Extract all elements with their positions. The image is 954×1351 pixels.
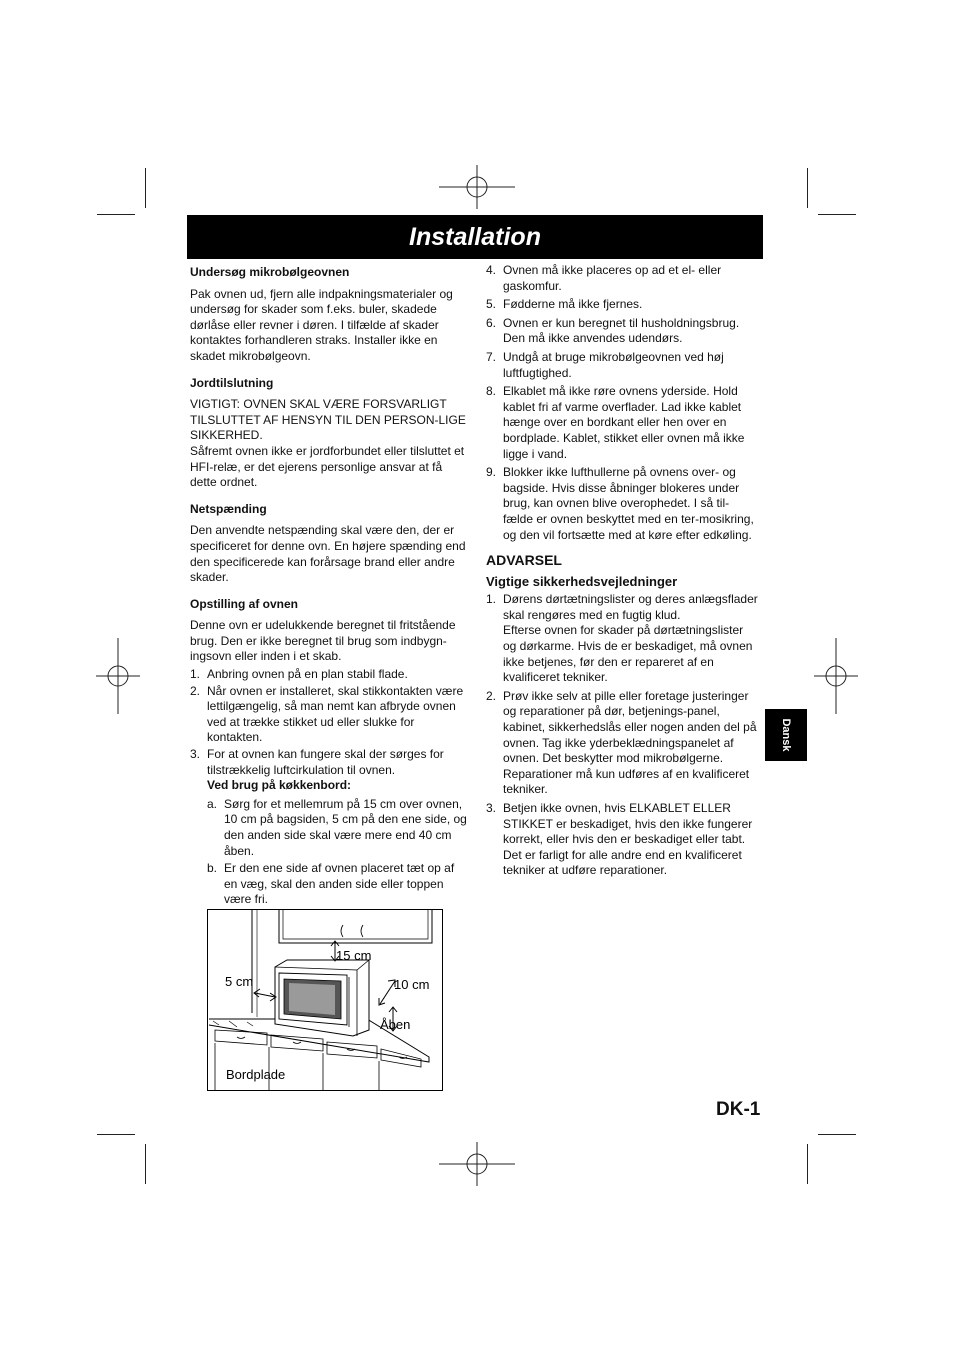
- installation-list: [190, 667, 470, 908]
- right-column: [486, 263, 759, 879]
- list-item: 9. Blokker ikke lufthullerne på ovnens over- og bagside. Hvis disse åbninger blokeres under brug, kan ovnen blive overophedet. I så til-fælde er ovnen beskyttet med en ter-mosikring, og den vil fortsætte med at køre efter edkøling.: [486, 465, 754, 542]
- installation-list-continued: [486, 263, 759, 543]
- list-item: a. Sørg for et mellemrum på 15 cm over ovnen, 10 cm på bagsiden, 5 cm på den ene side, og den anden side skal være mere end 40 cm åben.: [207, 796, 467, 858]
- paragraph: Såfremt ovnen ikke er jordforbundet eller tilsluttet et HFI-relæ, er det ejerens personlige ansvar at få dette ordnet.: [190, 443, 465, 490]
- paragraph: Denne ovn er udelukkende beregnet til fritstående brug. Den er ikke beregnet til brug som indbygn-ingsovn eller inden i et skab.: [190, 618, 456, 664]
- warning-heading: ADVARSEL: [486, 552, 562, 569]
- list-item: 8. Elkablet må ikke røre ovnens yderside. Hold kablet fri af varme overflader. Lad ikke kablet hænge over en bordkant eller hen over en bordplade. Kablet, stikket eller ovnen må ikke ligge i vand.: [486, 384, 745, 461]
- crop-mark: [807, 1144, 808, 1184]
- paragraph-caps: VIGTIGT: OVNEN SKAL VÆRE FORSVARLIGT TILSLUTTET AF HENSYN TIL DEN PERSON-LIGE SIKKERHED.: [190, 397, 466, 443]
- section-heading: Jordtilslutning: [190, 375, 274, 390]
- list-item: b. Er den ene side af ovnen placeret tæt op af en væg, skal den anden side eller toppen være fri.: [207, 861, 455, 907]
- crop-mark: [145, 1144, 146, 1184]
- figure-label-top: 15 cm: [336, 948, 372, 963]
- title-bar: [187, 215, 763, 259]
- list-item: 1. Anbring ovnen på en plan stabil flade.: [190, 667, 408, 682]
- page-number: DK-1: [716, 1099, 761, 1120]
- section-heading: Undersøg mikrobølgeovnen: [190, 265, 350, 279]
- registration-mark-bottom: [437, 1142, 517, 1186]
- list-item: 4. Ovnen må ikke placeres op ad et el- eller gaskomfur.: [486, 263, 722, 293]
- list-item: 6. Ovnen er kun beregnet til husholdningsbrug. Den må ikke anvendes udendørs.: [486, 315, 740, 346]
- section-heading: Opstilling af ovnen: [190, 596, 299, 611]
- crop-mark: [97, 214, 135, 215]
- list-item: 3. For at ovnen kan fungere skal der sørges for tilstrækkelig luftcirkulation til ovnen. Ved brug på køkkenbord: a. Sørg for et mellemrum på 15 cm over ovnen, 10 cm på bagsiden, 5 cm på den ene side, og den anden side skal være mere end 40 cm åben. b. Er den ene side af ovnen placeret tæt op af en væg, skal den anden side eller toppen være fri.: [190, 747, 470, 908]
- figure-label-side: 5 cm: [225, 974, 254, 989]
- crop-mark: [97, 1134, 135, 1135]
- warning-subheading: Vigtige sikkerhedsvejledninger: [486, 573, 678, 589]
- section-heading: Netspænding: [190, 501, 267, 516]
- figure-label-open: Åben: [380, 1017, 411, 1032]
- page-title: Installation: [409, 223, 541, 251]
- list-item: 5. Fødderne må ikke fjernes.: [486, 297, 643, 312]
- list-item: 2. Prøv ikke selv at pille eller foretage justeringer og reparationer på dør, betjenings-panel, kabinet, sikkerhedslås eller nogen anden del på ovnen. Tag ikke yderbeklædningspanelet af ovnen. Det beskytter mod mikrobølgerne. Reparationer må kun udføres af en kvalificeret tekniker.: [486, 688, 757, 797]
- figure-label-counter: Bordplade: [226, 1067, 286, 1082]
- crop-mark: [145, 168, 146, 208]
- list-item: 2. Når ovnen er installeret, skal stikkontakten være lettilgængelig, så man nemt kan afbryde ovnen ved at trække stikket ud eller slukke for kontakten.: [190, 683, 464, 745]
- safety-list: [486, 592, 759, 879]
- sub-heading: Ved brug på køkkenbord:: [207, 778, 352, 793]
- list-item: 3. Betjen ikke ovnen, hvis ELKABLET ELLER STIKKET er beskadiget, hvis den ikke fungerer korrekt, eller hvis den er beskadiget eller tabt. Det er farligt for alle andre end en kvalificeret tekniker at udføre reparationer.: [486, 801, 753, 878]
- list-item: 1. Dørens dørtætningslister og deres anlægsflader skal rengøres med en fugtig klud. Efterse ovnen for skader på dørtætningslister og dørkarme. Hvis de er beskadiget, må ovnen ikke betjenes, før den er repareret af en kvalificeret tekniker.: [486, 592, 758, 685]
- crop-mark: [818, 214, 856, 215]
- list-item: 7. Undgå at bruge mikrobølgeovnen ved høj luftfugtighed.: [486, 349, 724, 380]
- registration-mark-left: [96, 636, 140, 716]
- installation-figure: [207, 909, 443, 1091]
- language-tab: [765, 709, 807, 761]
- registration-mark-right: [814, 636, 858, 716]
- registration-mark-top: [437, 165, 517, 209]
- language-tab-label: Dansk: [780, 718, 792, 752]
- countertop-list: [207, 797, 470, 908]
- figure-label-back: 10 cm: [394, 977, 430, 992]
- paragraph: Den anvendte netspænding skal være den, der er specificeret for denne ovn. En højere spænding end den specificerede kan forårsage brand eller andre skader.: [190, 523, 466, 585]
- crop-mark: [807, 168, 808, 208]
- paragraph: Pak ovnen ud, fjern alle indpakningsmaterialer og undersøg for skader som f.eks. buler, skadede dørlåse eller revner i døren. I tilfælde af skader kontaktes forhandleren straks. Installer ikke en skadet mikrobølgeovn.: [190, 286, 453, 363]
- left-column: [190, 265, 470, 908]
- crop-mark: [818, 1134, 856, 1135]
